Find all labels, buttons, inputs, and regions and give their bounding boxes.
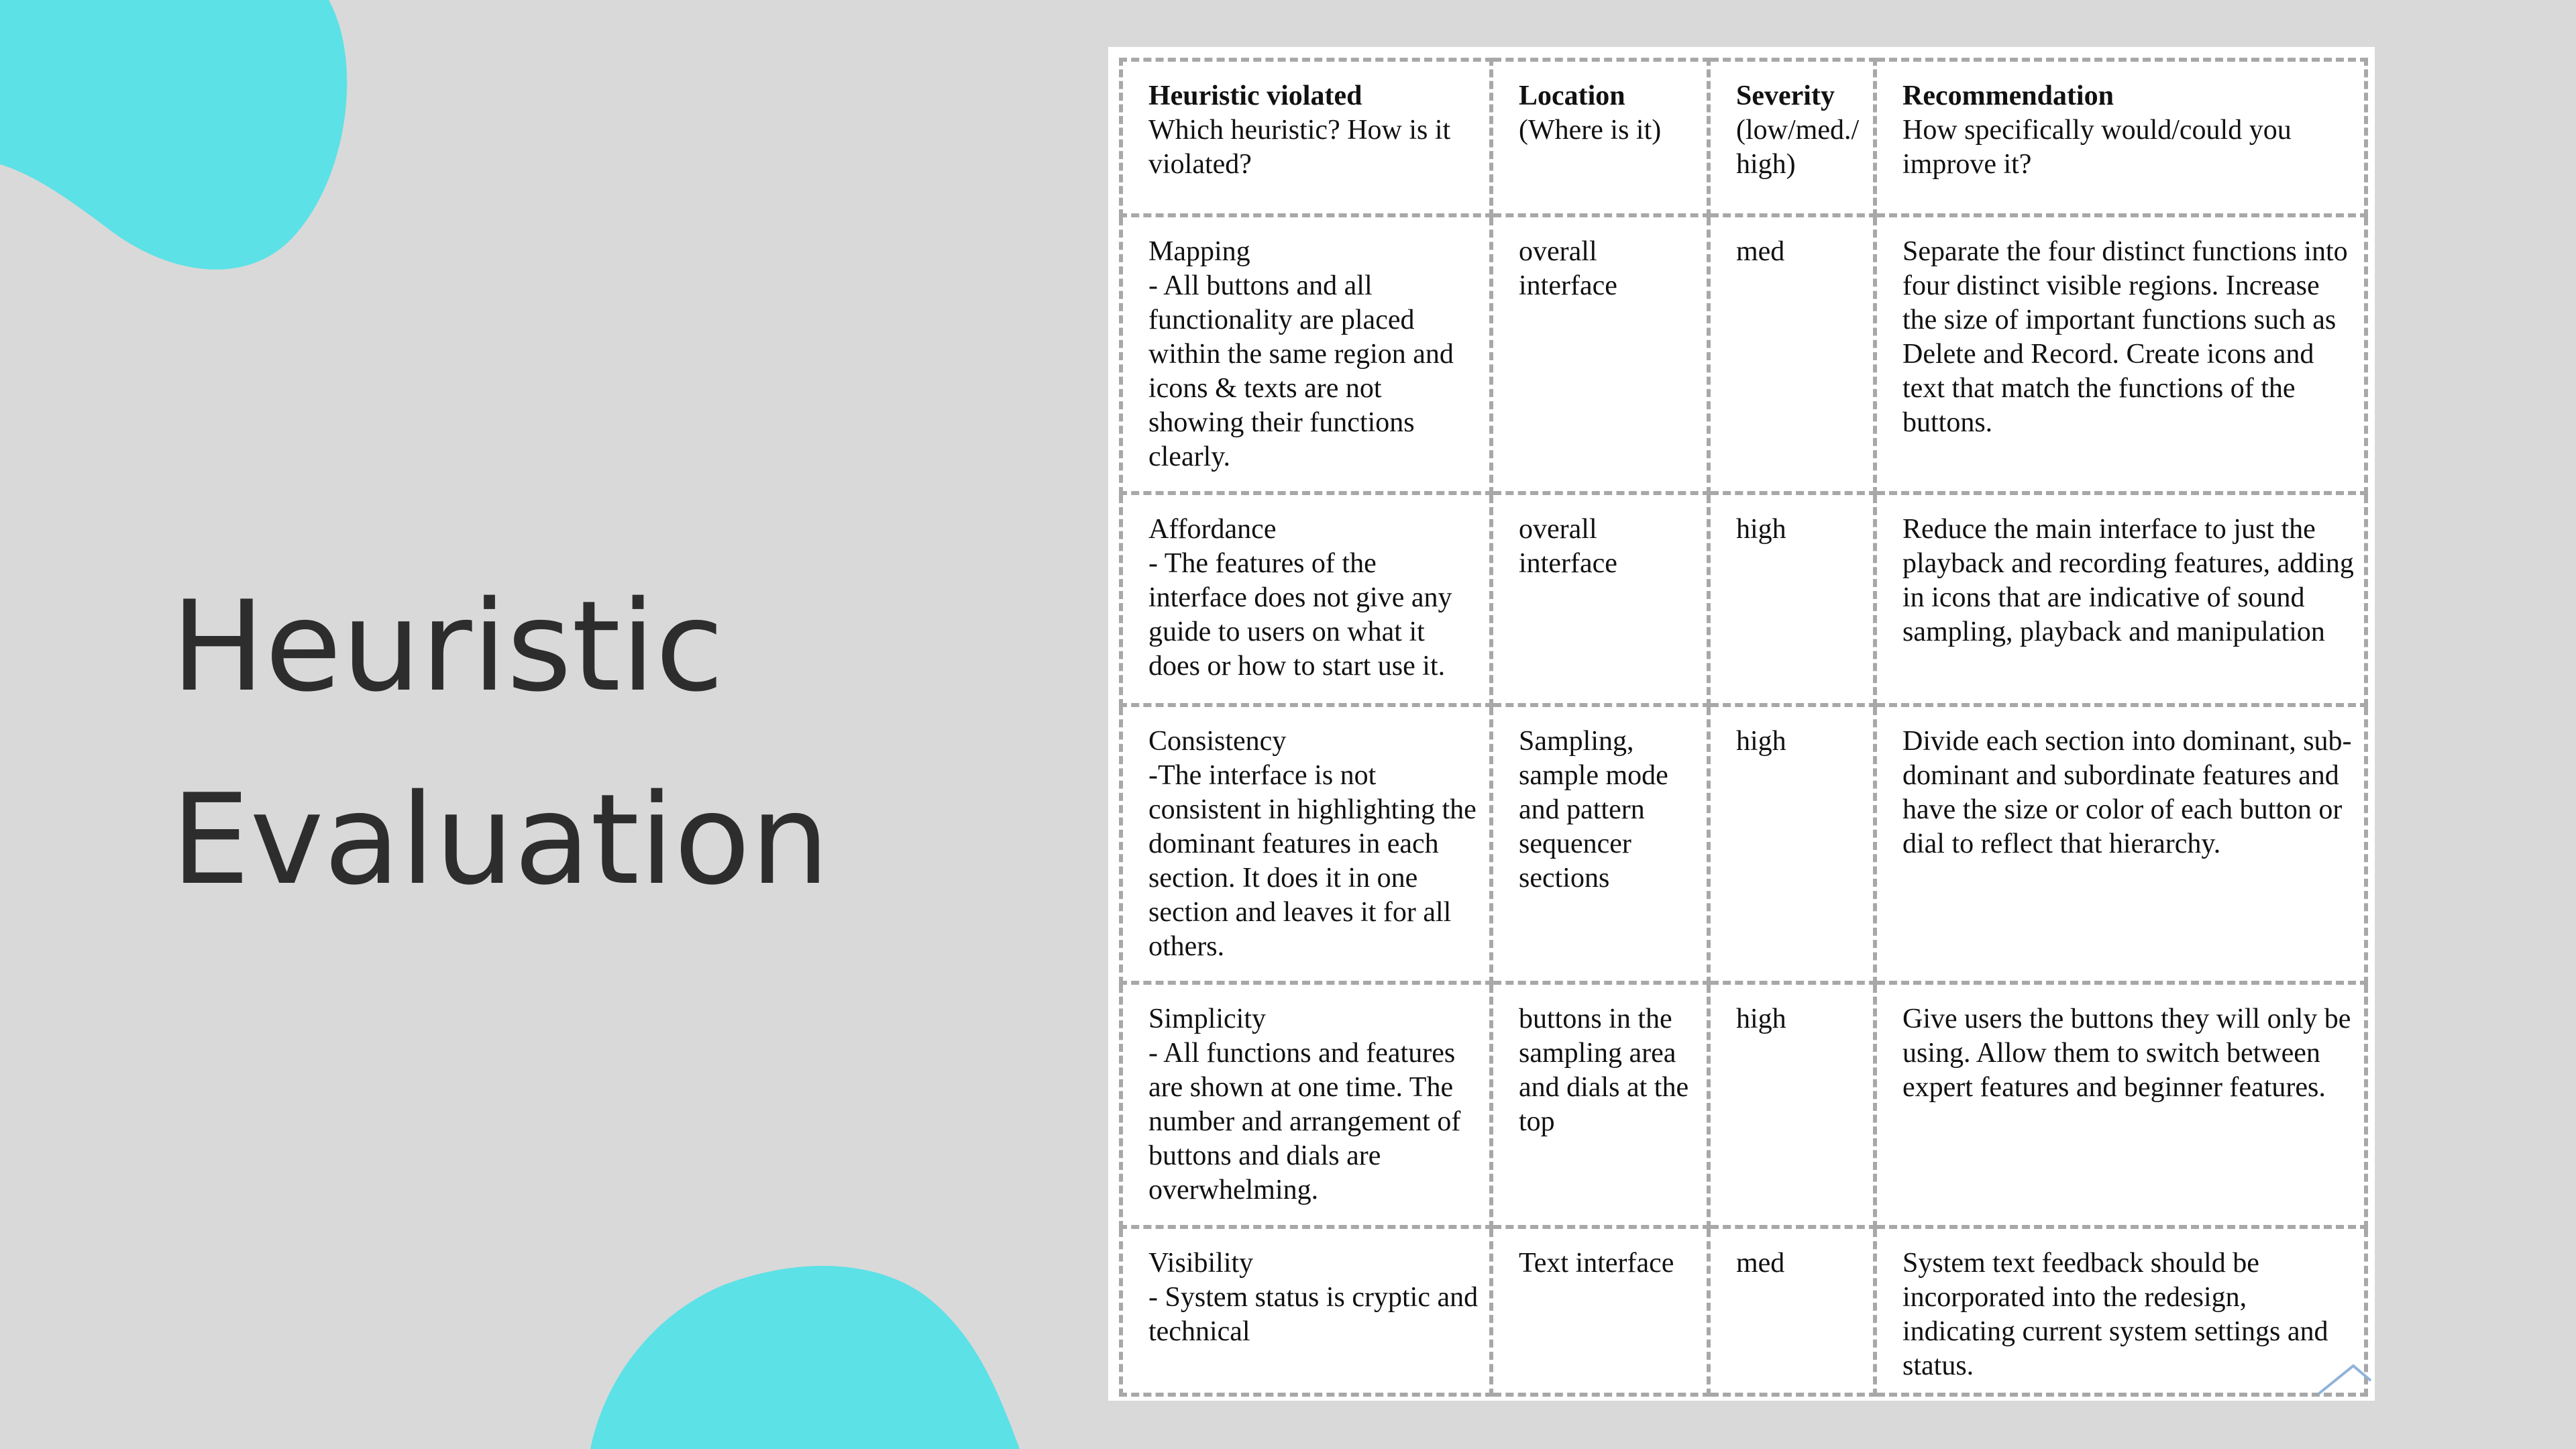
heuristic-name: Mapping	[1148, 236, 1250, 267]
heuristic-cell	[1121, 215, 1491, 493]
header-recommendation-subtitle: How specifically would/could you improve it?	[1902, 115, 2292, 180]
heuristic-cell	[1121, 493, 1491, 705]
heuristic-description: -The interface is not consistent in highlighting the dominant features in each section. It does it in one section and leaves it for all others.	[1148, 760, 1477, 962]
heuristic-description: - All functions and features are shown at one time. The number and arrangement of buttons and dials are overwhelming.	[1148, 1038, 1461, 1205]
heuristic-evaluation-document	[1108, 47, 2375, 1401]
location-cell: buttons in the sampling area and dials at the top	[1491, 983, 1709, 1227]
heuristic-description: - The features of the interface does not give any guide to users on what it does or how to start use it.	[1148, 548, 1452, 682]
location-cell: overall interface	[1491, 215, 1709, 493]
header-heuristic	[1121, 60, 1491, 215]
heuristic-evaluation-table	[1119, 58, 2368, 1397]
header-severity-subtitle: (low/med./ high)	[1736, 115, 1860, 180]
heuristic-name: Simplicity	[1148, 1004, 1267, 1034]
slide-title-line-2: Evaluation	[171, 767, 830, 912]
severity-cell: high	[1709, 493, 1875, 705]
header-location-title: Location	[1519, 80, 1625, 111]
severity-cell: high	[1709, 705, 1875, 983]
heuristic-name: Consistency	[1148, 726, 1287, 757]
header-location	[1491, 60, 1709, 215]
heuristic-description: - All buttons and all functionality are placed within the same region and icons & texts are not showing their functions clearly.	[1148, 270, 1454, 472]
location-cell: Sampling, sample mode and pattern sequencer sections	[1491, 705, 1709, 983]
header-heuristic-subtitle: Which heuristic? How is it violated?	[1148, 115, 1451, 180]
severity-cell: high	[1709, 983, 1875, 1227]
recommendation-cell: Reduce the main interface to just the playback and recording features, adding in icons that are indicative of sound sampling, playback and manipulation	[1875, 493, 2366, 705]
severity-cell: med	[1709, 215, 1875, 493]
header-recommendation	[1875, 60, 2366, 215]
severity-cell: med	[1709, 1227, 1875, 1395]
header-location-subtitle: (Where is it)	[1519, 115, 1662, 146]
table-row	[1121, 1227, 2366, 1395]
table-row	[1121, 493, 2366, 705]
heuristic-cell	[1121, 1227, 1491, 1395]
header-severity	[1709, 60, 1875, 215]
recommendation-cell: Divide each section into dominant, sub-dominant and subordinate features and have the size or color of each button or dial to reflect that hierarchy.	[1875, 705, 2366, 983]
table-row	[1121, 215, 2366, 493]
table-row	[1121, 705, 2366, 983]
heuristic-name: Affordance	[1148, 514, 1277, 545]
heuristic-description: - System status is cryptic and technical	[1148, 1282, 1479, 1347]
resize-corner-icon	[2314, 1356, 2372, 1397]
header-recommendation-title: Recommendation	[1902, 80, 2114, 111]
header-heuristic-title: Heuristic violated	[1148, 80, 1362, 111]
recommendation-cell: Give users the buttons they will only be using. Allow them to switch between expert features and beginner features.	[1875, 983, 2366, 1227]
recommendation-cell: Separate the four distinct functions into four distinct visible regions. Increase the size of important functions such as Delete and Record. Create icons and text that match the functions of the buttons.	[1875, 215, 2366, 493]
decorative-blob-top-left	[0, 0, 349, 275]
location-cell: overall interface	[1491, 493, 1709, 705]
heuristic-cell	[1121, 705, 1491, 983]
header-severity-title: Severity	[1736, 80, 1835, 111]
decorative-blob-bottom	[590, 1261, 1046, 1449]
table-header-row	[1121, 60, 2366, 215]
table-row	[1121, 983, 2366, 1227]
heuristic-cell	[1121, 983, 1491, 1227]
location-cell: Text interface	[1491, 1227, 1709, 1395]
recommendation-cell: System text feedback should be incorporated into the redesign, indicating current system settings and status.	[1875, 1227, 2366, 1395]
heuristic-name: Visibility	[1148, 1248, 1254, 1279]
slide-title-line-1: Heuristic	[171, 574, 724, 719]
slide-title	[171, 550, 1043, 936]
